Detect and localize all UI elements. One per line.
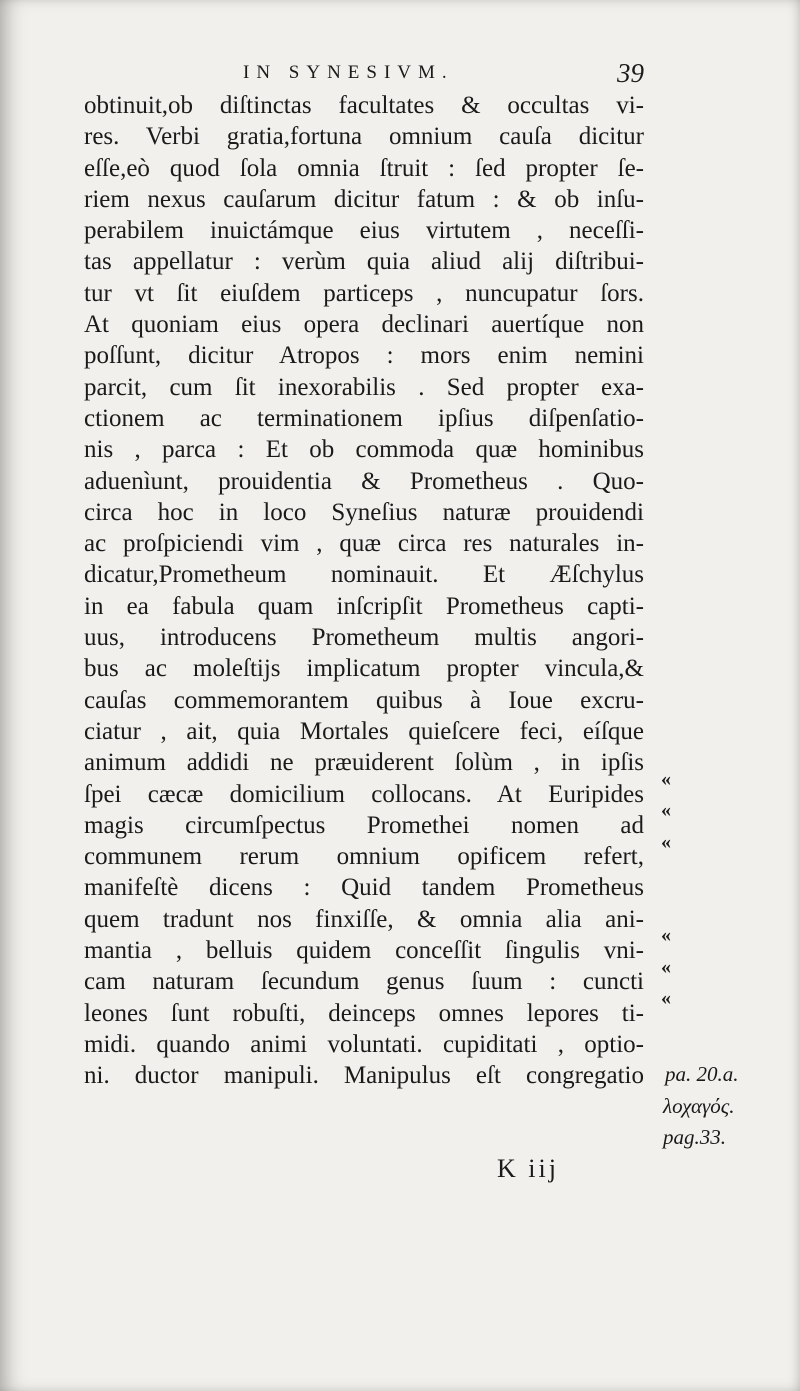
text-line: cam naturam ſecundum genus ſuum : cuncti [84,968,644,996]
text-line: cauſas commemorantem quibus à Ioue excru- [84,686,644,714]
text-line: ac proſpiciendi vim , quæ circa res naturales in- [84,530,644,558]
text-line: communem rerum omnium opificem refert, [84,843,644,871]
margin-quote-marks [661,764,681,1014]
quote-mark [661,858,681,889]
text-line: midi. quando animi voluntati. cupiditati , optio- [84,1030,644,1058]
text-line: nis , parca : Et ob commoda quæ hominibus [84,436,644,464]
text-line: parcit, cum ſit inexorabilis . Sed propter exa- [84,373,644,401]
text-line: leones ſunt robuſti, deinceps omnes lepores ti- [84,999,644,1027]
text-line: tas appellatur : verùm quia aliud alij diſtribui- [84,248,644,276]
text-line: res. Verbi gratia,fortuna omnium cauſa dicitur [84,123,644,151]
text-line: quem tradunt nos finxiſſe, & omnia alia ani- [84,905,644,933]
quote-mark: « [661,799,671,822]
text-line: ctionem ac terminationem ipſius diſpenſatio- [84,404,644,432]
margin-note: pa. 20.a. [665,1062,739,1086]
margin-note: λοχαγός. [663,1094,735,1118]
text-line: mantia , belluis quidem conceſſit ſingulis vni- [84,937,644,965]
body-text [84,90,644,1092]
text-line: perabilem inuictámque eius virtutem , neceſſi- [84,217,644,245]
margin-note: pag.33. [663,1125,726,1149]
signature-mark: K iij [497,1154,559,1183]
text-line: aduenìunt, prouidentia & Prometheus . Quo- [84,467,644,495]
page-number: 39 [617,58,644,88]
text-line: poſſunt, dicitur Atropos : mors enim nemini [84,342,644,370]
text-line: eſſe,eò quod ſola omnia ſtruit : ſed propter ſe- [84,154,644,182]
text-line: obtinuit,ob diſtinctas facultates & occultas vi- [84,92,644,119]
text-line: ni. ductor manipuli. Manipulus eſt congregatio [84,1062,644,1090]
text-line: At quoniam eius opera declinari auertíque non [84,311,644,339]
quote-mark: « [661,924,671,947]
quote-mark: « [661,987,671,1010]
text-line: tur vt ſit eiuſdem particeps , nuncupatur ſors. [84,279,644,307]
text-line: riem nexus cauſarum dicitur fatum : & ob inſu- [84,185,644,213]
text-line: circa hoc in loco Syneſius naturæ prouidendi [84,498,644,526]
quote-mark [661,889,681,920]
text-line: bus ac moleſtijs implicatum propter vincula,& [84,655,644,683]
text-line: uus, introducens Prometheum multis angori- [84,624,644,652]
text-line: manifeſtè dicens : Quid tandem Prometheus [84,874,644,902]
text-line: in ea fabula quam inſcripſit Prometheus capti- [84,592,644,620]
text-line: ciatur , ait, quia Mortales quieſcere feci, eíſque [84,717,644,745]
text-line: magis circumſpectus Promethei nomen ad [84,811,644,839]
quote-mark: « [661,830,671,853]
text-line: animum addidi ne præuiderent ſolùm , in ipſis [84,749,644,777]
text-line: dicatur,Prometheum nominauit. Et Æſchylus [84,561,644,589]
running-head: IN SYNESIVM. [243,62,454,83]
text-line: ſpei cæcæ domicilium collocans. At Euripides [84,780,644,808]
quote-mark: « [661,768,671,790]
quote-mark: « [661,955,671,978]
